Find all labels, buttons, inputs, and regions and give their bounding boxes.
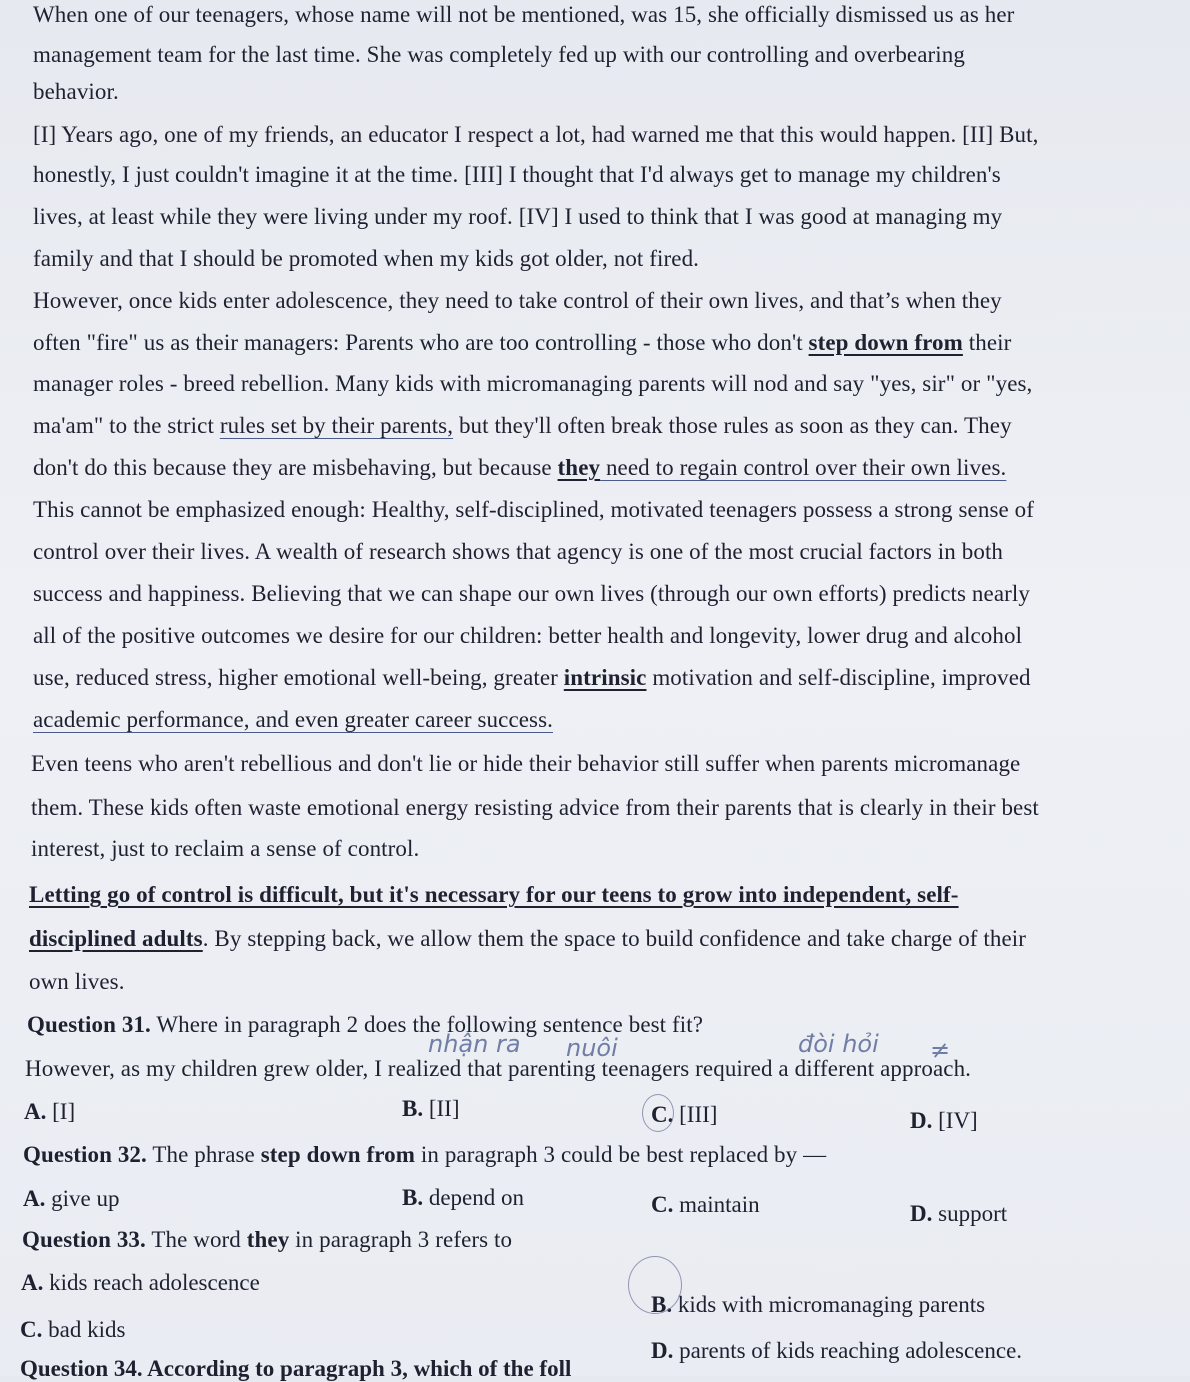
p6-line-2-a: disciplined adults xyxy=(29,926,203,951)
q31-option-a[interactable]: A. [I] xyxy=(24,1099,76,1124)
q31-text: Where in paragraph 2 does the following sentence best fit? xyxy=(150,1012,704,1037)
p3-line-5 xyxy=(33,453,1006,483)
p4-line-3: success and happiness. Believing that we can shape our own lives (through our own efforts) predicts nearly xyxy=(33,581,1030,606)
p1-line-3: behavior. xyxy=(33,79,119,104)
p4-line-1: This cannot be emphasized enough: Healthy, self-disciplined, motivated teenagers possess a strong sense of xyxy=(33,497,1035,522)
handwritten-note-2: nuôi xyxy=(566,1034,618,1062)
question-33: Question 33. The word they in paragraph 3 refers to xyxy=(22,1227,513,1252)
q32-option-d[interactable]: D. support xyxy=(910,1201,1008,1226)
underlined-rules-phrase: rules set by their parents, xyxy=(219,413,454,438)
handwritten-note-4: ≠ xyxy=(930,1036,951,1064)
q32-option-a[interactable]: A. give up xyxy=(23,1186,120,1211)
p2-line-2: honestly, I just couldn't imagine it at the time. [III] I thought that I'd always get to manage my children's xyxy=(33,162,1001,187)
p5-line-3: interest, just to reclaim a sense of control. xyxy=(31,836,420,861)
p3-line-1: However, once kids enter adolescence, they need to take control of their own lives, and that’s when they xyxy=(33,288,1002,313)
q31-label: Question 31. xyxy=(27,1012,151,1037)
p3-line-2 xyxy=(33,328,1011,358)
word-they: they xyxy=(557,455,601,480)
p3-line-5-a: don't do this because they are misbehaving, but because xyxy=(33,455,558,480)
p4-line-2: control over their lives. A wealth of research shows that agency is one of the most crucial factors in both xyxy=(33,539,1004,564)
p5-line-2: them. These kids often waste emotional energy resisting advice from their parents that is clearly in their best xyxy=(31,795,1039,820)
q32-label: Question 32. xyxy=(23,1142,147,1167)
q32-phrase: step down from xyxy=(260,1142,416,1167)
phrase-step-down-from: step down from xyxy=(808,330,963,355)
q31-option-d[interactable]: D. [IV] xyxy=(910,1108,978,1133)
answer-circle-mark xyxy=(642,1094,674,1132)
p3-line-4 xyxy=(33,411,1012,441)
p4-line-5 xyxy=(33,663,1031,693)
p3-line-2-c: their xyxy=(962,330,1012,355)
p2-line-3: lives, at least while they were living under my roof. [IV] I used to think that I was good at managing my xyxy=(33,204,1003,229)
p4-line-6: academic performance, and even greater career success. xyxy=(33,707,554,732)
q32-option-c[interactable]: C. maintain xyxy=(651,1192,760,1217)
question-32: Question 32. The phrase step down from in paragraph 3 could be best replaced by — xyxy=(23,1142,827,1167)
q33-option-a[interactable]: A. kids reach adolescence xyxy=(21,1270,260,1295)
word-intrinsic: intrinsic xyxy=(563,665,647,690)
q33-word: they xyxy=(246,1227,290,1252)
q33-option-c[interactable]: C. bad kids xyxy=(20,1317,126,1342)
p1-line-2: management team for the last time. She was completely fed up with our controlling and overbearing xyxy=(33,42,965,67)
answer-circle-mark-2 xyxy=(628,1256,682,1314)
p3-line-3: manager roles - breed rebellion. Many kids with micromanaging parents will nod and say "yes, sir" or "yes, xyxy=(33,371,1033,396)
p6-line-2 xyxy=(29,924,1026,954)
handwritten-note-1: nhận ra xyxy=(428,1030,521,1058)
handwritten-note-3: đòi hỏi xyxy=(798,1030,879,1058)
p4-line-4: all of the positive outcomes we desire for our children: better health and longevity, lower drug and alcohol xyxy=(33,623,1023,648)
q32-option-b[interactable]: B. depend on xyxy=(402,1185,525,1210)
p6-line-3: own lives. xyxy=(29,969,125,994)
p3-line-4-a: ma'am" to the strict xyxy=(33,413,220,438)
q33-label: Question 33. xyxy=(22,1227,146,1252)
p5-line-1: Even teens who aren't rebellious and don't lie or hide their behavior still suffer when parents micromanage xyxy=(31,751,1021,776)
p2-line-4: family and that I should be promoted when my kids got older, not fired. xyxy=(33,246,700,271)
p6-line-2-b: . By stepping back, we allow them the space to build confidence and take charge of their xyxy=(202,926,1027,951)
q33-option-d[interactable]: D. parents of kids reaching adolescence. xyxy=(651,1338,1023,1363)
p4-line-5-a: use, reduced stress, higher emotional well-being, greater xyxy=(33,665,564,690)
q31-sentence: However, as my children grew older, I realized that parenting teenagers required a different approach. xyxy=(25,1056,972,1081)
p1-line-1: When one of our teenagers, whose name will not be mentioned, was 15, she officially dismissed us as her xyxy=(33,2,1015,27)
q33-option-b[interactable]: B. kids with micromanaging parents xyxy=(651,1292,986,1317)
p3-line-5-c: need to regain control over their own lives. xyxy=(600,455,1007,480)
q31-option-b[interactable]: B. [II] xyxy=(402,1096,460,1121)
p4-line-5-c: motivation and self-discipline, improved xyxy=(646,665,1031,690)
q31-option-c[interactable]: C. [III] xyxy=(651,1102,718,1127)
question-34-partial: Question 34. According to paragraph 3, which of the foll xyxy=(20,1356,572,1381)
p6-line-1: Letting go of control is difficult, but it's necessary for our teens to grow into independent, self- xyxy=(29,882,959,907)
p3-line-2-a: often "fire" us as their managers: Parents who are too controlling - those who don't xyxy=(33,330,809,355)
p2-line-1: [I] Years ago, one of my friends, an educator I respect a lot, had warned me that this would happen. [II] But, xyxy=(33,122,1039,147)
p3-line-4-c: but they'll often break those rules as soon as they can. They xyxy=(453,413,1012,438)
